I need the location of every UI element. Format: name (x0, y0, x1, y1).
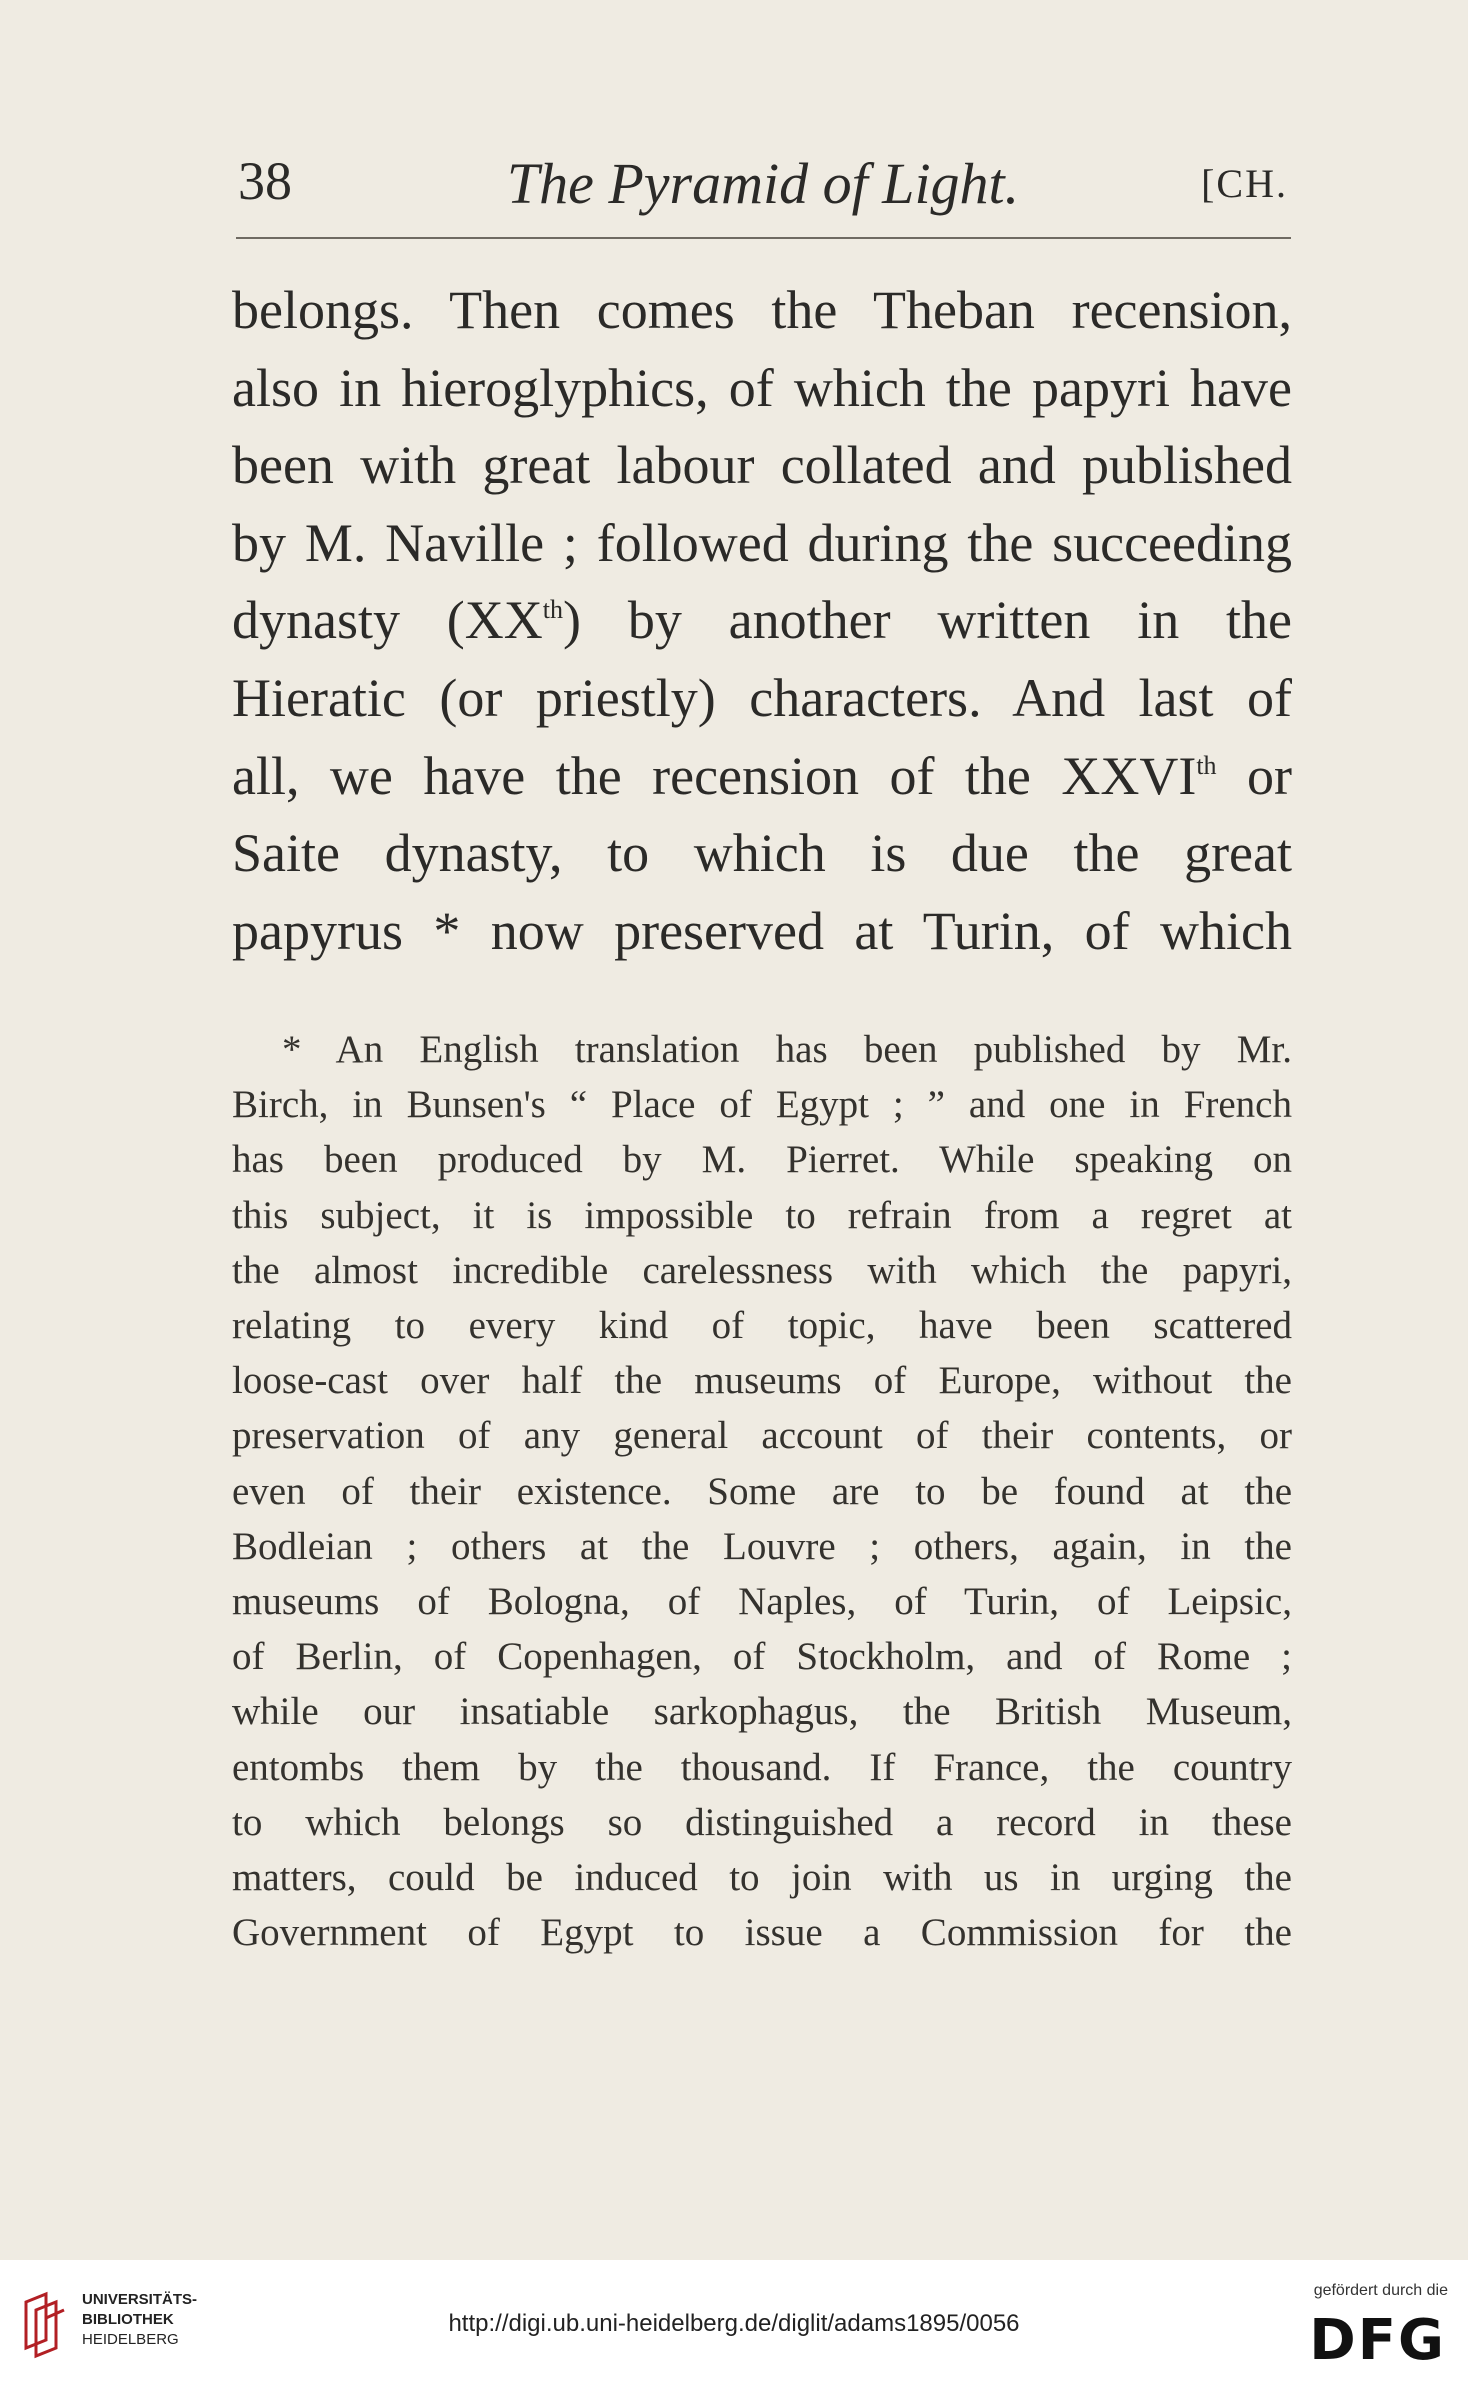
footnote (232, 1022, 1292, 1960)
library-name-line: BIBLIOTHEK (82, 2311, 174, 2328)
footnote-line: * An English translation has been published by Mr. (282, 1028, 1292, 1071)
dfg-logo: DFG (1309, 2308, 1446, 2373)
body-line: been with great labour collated and published (232, 435, 1292, 496)
footnote-line: museums of Bologna, of Naples, of Turin, of Leipsic, (232, 1580, 1292, 1624)
footnote-line: preservation of any general account of their contents, or (232, 1414, 1292, 1458)
body-text (232, 272, 1292, 970)
footnote-line: relating to every kind of topic, have been scattered (232, 1304, 1292, 1348)
body-text-fragment: all, we have the recension of the XXVI (232, 745, 1197, 806)
body-line (232, 582, 1292, 660)
body-line: Saite dynasty, to which is due the great (232, 823, 1292, 884)
footnote-line: Birch, in Bunsen's “ Place of Egypt ; ” and one in French (232, 1083, 1292, 1127)
body-line: by M. Naville ; followed during the succeeding (232, 512, 1292, 573)
footnote-line: matters, could be induced to join with us in urging the (232, 1856, 1292, 1900)
footnote-line: this subject, it is impossible to refrain from a regret at (232, 1193, 1292, 1237)
header-rule (236, 237, 1291, 239)
body-text-fragment: ) by another written in the (563, 590, 1292, 651)
library-name-line: HEIDELBERG (82, 2331, 179, 2348)
page-number: 38 (238, 151, 292, 211)
footnote-line: entombs them by the thousand. If France, the country (232, 1745, 1292, 1789)
footnote-line: has been produced by M. Pierret. While speaking on (232, 1138, 1292, 1182)
footnote-line: to which belongs so distinguished a record in these (232, 1800, 1292, 1844)
footnote-line: the almost incredible carelessness with which the papyri, (232, 1248, 1292, 1292)
footnote-line: Bodleian ; others at the Louvre ; others, again, in the (232, 1524, 1292, 1568)
superscript: th (542, 595, 564, 625)
body-text-fragment: dynasty (XX (232, 590, 543, 651)
permalink-url[interactable]: http://digi.ub.uni-heidelberg.de/diglit/adams1895/0056 (448, 2310, 1020, 2337)
library-name-line: UNIVERSITÄTS- (82, 2291, 198, 2308)
footer-bar (0, 2260, 1468, 2385)
body-line (232, 738, 1292, 816)
footnote-line: even of their existence. Some are to be found at the (232, 1469, 1292, 1513)
body-line: Hieratic (or priestly) characters. And last of (232, 667, 1292, 728)
footnote-line: while our insatiable sarkophagus, the British Museum, (232, 1690, 1292, 1734)
running-title: The Pyramid of Light. (506, 151, 1020, 216)
footnote-line: Government of Egypt to issue a Commission for the (232, 1911, 1292, 1955)
body-line: papyrus * now preserved at Turin, of which (232, 900, 1292, 961)
funded-by-label: gefördert durch die (1313, 2282, 1448, 2299)
page-header (238, 150, 1288, 220)
body-line: also in hieroglyphics, of which the papyri have (232, 357, 1292, 418)
footnote-line: of Berlin, of Copenhagen, of Stockholm, and of Rome ; (232, 1635, 1292, 1679)
footnote-line: loose-cast over half the museums of Europe, without the (232, 1359, 1292, 1403)
chapter-mark: [CH. (1201, 161, 1288, 206)
superscript: th (1196, 750, 1217, 780)
body-line: belongs. Then comes the Theban recension, (232, 280, 1292, 340)
body-text-fragment: or (1216, 745, 1292, 806)
